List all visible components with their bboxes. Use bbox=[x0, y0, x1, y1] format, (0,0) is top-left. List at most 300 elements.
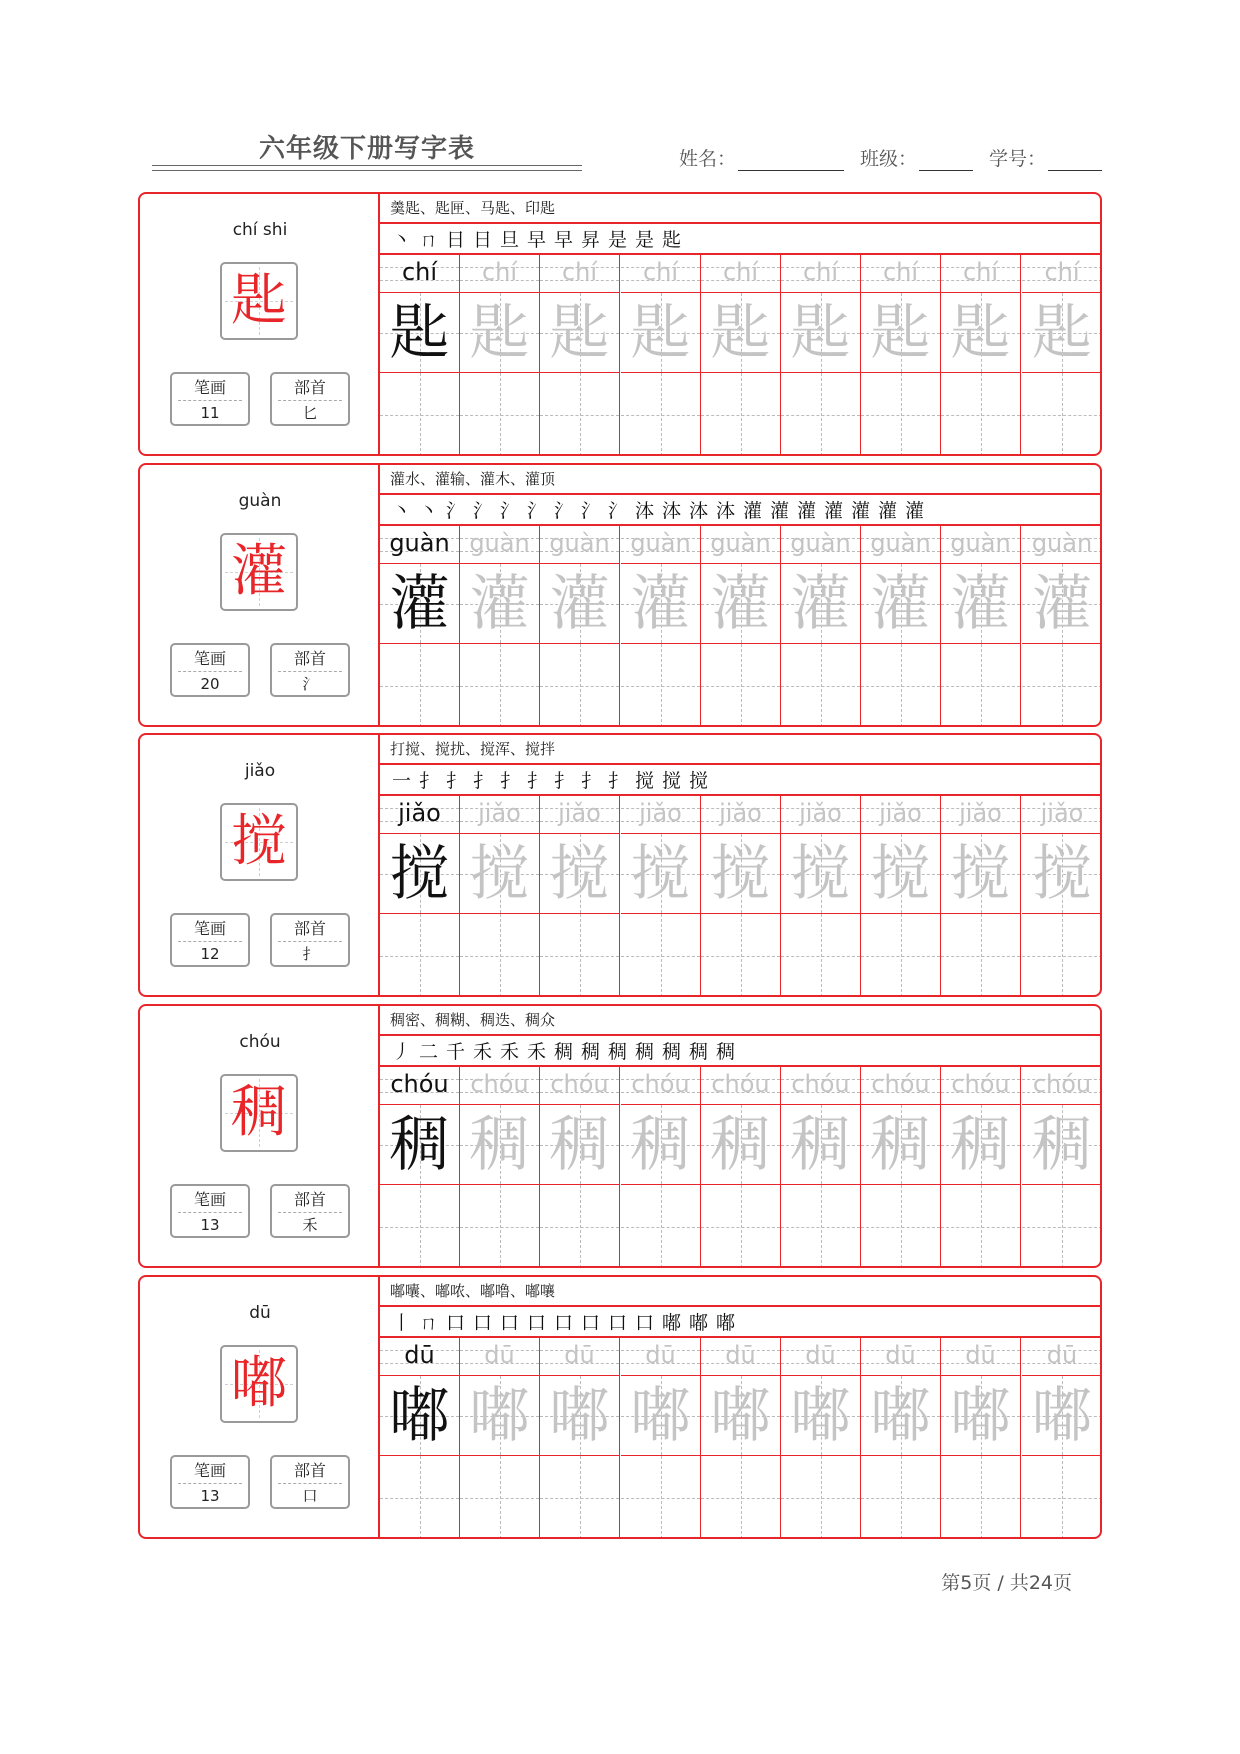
blank-practice-cell[interactable] bbox=[1022, 1185, 1102, 1268]
trace-char: 嘟 bbox=[870, 1381, 931, 1451]
char-cell[interactable] bbox=[380, 1105, 459, 1185]
stroke-step: 嘟 bbox=[715, 1312, 735, 1334]
stroke-step: 氵 bbox=[607, 500, 627, 522]
pinyin-cell[interactable] bbox=[701, 255, 780, 293]
stroke-step: 丶 bbox=[418, 500, 438, 522]
trace-pinyin: chóu bbox=[711, 1070, 770, 1098]
stroke-count-value: 12 bbox=[200, 945, 220, 963]
pinyin-cell[interactable] bbox=[781, 1338, 860, 1376]
char-cell[interactable] bbox=[540, 564, 619, 644]
radical-label: 部首 bbox=[293, 1190, 326, 1209]
practice-grid bbox=[380, 255, 1102, 456]
pinyin-cell[interactable] bbox=[701, 1067, 780, 1105]
trace-pinyin: chí bbox=[722, 258, 759, 286]
stroke-step: 扌 bbox=[580, 770, 600, 792]
pinyin-cell[interactable] bbox=[380, 796, 459, 834]
stroke-step: 早 bbox=[526, 229, 546, 251]
char-cell[interactable] bbox=[701, 564, 780, 644]
trace-char: 搅 bbox=[469, 839, 530, 909]
stroke-step: 旦 bbox=[499, 229, 519, 251]
stroke-step: 稠 bbox=[661, 1041, 681, 1063]
practice-column bbox=[380, 1067, 460, 1268]
blank-practice-cell[interactable] bbox=[380, 1456, 459, 1539]
stroke-step: 灌 bbox=[823, 500, 843, 522]
char-cell[interactable] bbox=[460, 1105, 539, 1185]
trace-char: 搅 bbox=[790, 839, 851, 909]
char-cell[interactable] bbox=[781, 1105, 860, 1185]
char-cell[interactable] bbox=[380, 1376, 459, 1456]
stroke-step: 搅 bbox=[661, 770, 681, 792]
stroke-count-value: 11 bbox=[200, 404, 220, 422]
character-card bbox=[138, 1004, 1102, 1268]
char-cell[interactable] bbox=[941, 564, 1020, 644]
word-examples: 打搅、搅扰、搅浑、搅拌 bbox=[380, 735, 1102, 765]
stroke-count-box bbox=[170, 643, 250, 697]
char-cell[interactable] bbox=[380, 293, 459, 373]
blank-practice-cell[interactable] bbox=[701, 644, 780, 727]
trace-pinyin: dū bbox=[885, 1341, 916, 1369]
radical-box bbox=[270, 1184, 350, 1238]
trace-pinyin: jiǎo bbox=[879, 799, 922, 827]
pinyin-cell[interactable] bbox=[1022, 255, 1102, 293]
char-cell[interactable] bbox=[621, 564, 700, 644]
stroke-step: 扌 bbox=[472, 770, 492, 792]
model-pinyin: guàn bbox=[389, 529, 450, 557]
char-cell[interactable] bbox=[460, 1376, 539, 1456]
radical-box bbox=[270, 913, 350, 967]
name-blank[interactable] bbox=[738, 150, 844, 171]
char-cell[interactable] bbox=[941, 1376, 1020, 1456]
char-cell[interactable] bbox=[781, 834, 860, 914]
model-pinyin: chí bbox=[401, 258, 438, 286]
practice-column bbox=[380, 796, 460, 997]
trace-pinyin: jiǎo bbox=[1040, 799, 1084, 827]
char-cell[interactable] bbox=[861, 1376, 940, 1456]
blank-practice-cell[interactable] bbox=[861, 914, 940, 997]
char-cell[interactable] bbox=[941, 1105, 1020, 1185]
stroke-step: 稠 bbox=[553, 1041, 573, 1063]
class-field[interactable] bbox=[860, 144, 973, 171]
stroke-step: 扌 bbox=[526, 770, 546, 792]
pinyin-cell[interactable] bbox=[460, 1338, 539, 1376]
pinyin-cell[interactable] bbox=[621, 1338, 700, 1376]
char-cell[interactable] bbox=[1022, 293, 1102, 373]
char-cell[interactable] bbox=[781, 1376, 860, 1456]
char-cell[interactable] bbox=[621, 1376, 700, 1456]
blank-practice-cell[interactable] bbox=[1022, 373, 1102, 456]
trace-char: 稠 bbox=[950, 1110, 1011, 1180]
char-info-panel bbox=[140, 194, 380, 454]
blank-practice-cell[interactable] bbox=[861, 1456, 940, 1539]
stroke-step: 氵 bbox=[553, 500, 573, 522]
trace-char: 搅 bbox=[630, 839, 691, 909]
char-display-box bbox=[220, 262, 298, 340]
blank-practice-cell[interactable] bbox=[621, 914, 700, 997]
pinyin-cell[interactable] bbox=[621, 1067, 700, 1105]
stroke-step: 口 bbox=[580, 1312, 600, 1334]
blank-practice-cell[interactable] bbox=[941, 373, 1020, 456]
blank-practice-cell[interactable] bbox=[781, 644, 860, 727]
practice-column bbox=[861, 1338, 941, 1539]
char-cell[interactable] bbox=[460, 834, 539, 914]
pinyin-cell[interactable] bbox=[460, 1067, 539, 1105]
stroke-step: 口 bbox=[526, 1312, 546, 1334]
blank-practice-cell[interactable] bbox=[701, 1185, 780, 1268]
trace-pinyin: guàn bbox=[950, 529, 1011, 557]
char-pinyin: jiǎo bbox=[244, 761, 276, 781]
pinyin-cell[interactable] bbox=[621, 526, 700, 564]
page-number: 第5页 / 共24页 bbox=[941, 1572, 1072, 1594]
practice-column bbox=[460, 796, 540, 997]
blank-practice-cell[interactable] bbox=[621, 1456, 700, 1539]
stroke-step: 氵 bbox=[526, 500, 546, 522]
char-cell[interactable] bbox=[781, 564, 860, 644]
blank-practice-cell[interactable] bbox=[941, 644, 1020, 727]
practice-column bbox=[540, 796, 620, 997]
practice-column bbox=[861, 1067, 941, 1268]
blank-practice-cell[interactable] bbox=[380, 644, 459, 727]
trace-char: 匙 bbox=[710, 298, 771, 368]
model-pinyin: chóu bbox=[390, 1070, 449, 1098]
blank-practice-cell[interactable] bbox=[540, 1185, 619, 1268]
practice-column bbox=[941, 1338, 1021, 1539]
pinyin-cell[interactable] bbox=[380, 255, 459, 293]
pinyin-cell[interactable] bbox=[861, 1338, 940, 1376]
trace-pinyin: chí bbox=[481, 258, 518, 286]
pinyin-cell[interactable] bbox=[1022, 1067, 1102, 1105]
char-cell[interactable] bbox=[1022, 834, 1102, 914]
blank-practice-cell[interactable] bbox=[460, 1185, 539, 1268]
blank-practice-cell[interactable] bbox=[460, 1456, 539, 1539]
radical-label: 部首 bbox=[293, 649, 326, 668]
stroke-step: 二 bbox=[418, 1041, 438, 1063]
pinyin-cell[interactable] bbox=[460, 526, 539, 564]
char-cell[interactable] bbox=[540, 834, 619, 914]
stroke-step: 是 bbox=[634, 229, 654, 251]
stroke-step: 嘟 bbox=[661, 1312, 681, 1334]
trace-pinyin: dū bbox=[645, 1341, 676, 1369]
pinyin-cell[interactable] bbox=[781, 1067, 860, 1105]
word-examples: 嘟囔、嘟哝、嘟噜、嘟嚷 bbox=[380, 1277, 1102, 1307]
blank-practice-cell[interactable] bbox=[460, 373, 539, 456]
blank-practice-cell[interactable] bbox=[941, 1185, 1020, 1268]
pinyin-cell[interactable] bbox=[941, 796, 1020, 834]
pinyin-cell[interactable] bbox=[701, 796, 780, 834]
char-cell[interactable] bbox=[941, 293, 1020, 373]
char-pinyin: chóu bbox=[239, 1032, 281, 1052]
practice-column bbox=[1022, 255, 1102, 456]
stroke-step: 灌 bbox=[769, 500, 789, 522]
blank-practice-cell[interactable] bbox=[380, 914, 459, 997]
stroke-step: 泍 bbox=[634, 500, 654, 522]
pinyin-cell[interactable] bbox=[540, 1067, 619, 1105]
pinyin-cell[interactable] bbox=[380, 1067, 459, 1105]
radical-value: 口 bbox=[302, 1487, 318, 1505]
stroke-step: 稠 bbox=[607, 1041, 627, 1063]
trace-pinyin: dū bbox=[965, 1341, 996, 1369]
stroke-step: 口 bbox=[472, 1312, 492, 1334]
char-cell[interactable] bbox=[701, 834, 780, 914]
stroke-step: ㄇ bbox=[418, 229, 438, 251]
model-char: 稠 bbox=[389, 1110, 450, 1180]
trace-char: 嘟 bbox=[549, 1381, 610, 1451]
char-cell[interactable] bbox=[701, 1105, 780, 1185]
blank-practice-cell[interactable] bbox=[621, 644, 700, 727]
pinyin-cell[interactable] bbox=[941, 1067, 1020, 1105]
stroke-step: 灌 bbox=[742, 500, 762, 522]
trace-char: 灌 bbox=[1032, 569, 1092, 639]
name-label: 姓名： bbox=[678, 148, 736, 170]
trace-char: 搅 bbox=[870, 839, 931, 909]
pinyin-cell[interactable] bbox=[540, 526, 619, 564]
practice-column bbox=[701, 1067, 781, 1268]
trace-pinyin: chí bbox=[882, 258, 919, 286]
practice-column bbox=[621, 526, 701, 727]
id-label: 学号： bbox=[988, 148, 1046, 170]
stroke-step: 泍 bbox=[661, 500, 681, 522]
trace-pinyin: dū bbox=[725, 1341, 756, 1369]
pinyin-cell[interactable] bbox=[540, 255, 619, 293]
class-blank[interactable] bbox=[919, 150, 973, 171]
stroke-order bbox=[380, 765, 1102, 796]
id-blank[interactable] bbox=[1048, 150, 1102, 171]
pinyin-cell[interactable] bbox=[1022, 526, 1102, 564]
char-cell[interactable] bbox=[1022, 1105, 1102, 1185]
char-cell[interactable] bbox=[1022, 1376, 1102, 1456]
char-cell[interactable] bbox=[540, 293, 619, 373]
blank-practice-cell[interactable] bbox=[540, 373, 619, 456]
name-field[interactable] bbox=[679, 144, 844, 171]
character-card bbox=[138, 192, 1102, 456]
char-cell[interactable] bbox=[460, 564, 539, 644]
word-examples: 灌水、灌输、灌木、灌顶 bbox=[380, 465, 1102, 495]
char-cell[interactable] bbox=[861, 293, 940, 373]
trace-pinyin: guàn bbox=[870, 529, 931, 557]
pinyin-cell[interactable] bbox=[380, 1338, 459, 1376]
blank-practice-cell[interactable] bbox=[861, 644, 940, 727]
stroke-count-value: 20 bbox=[200, 675, 220, 693]
pinyin-cell[interactable] bbox=[861, 526, 940, 564]
practice-column bbox=[621, 1067, 701, 1268]
practice-column bbox=[701, 1338, 781, 1539]
blank-practice-cell[interactable] bbox=[621, 1185, 700, 1268]
trace-char: 灌 bbox=[469, 569, 530, 639]
char-cell[interactable] bbox=[861, 564, 940, 644]
model-char: 搅 bbox=[389, 839, 450, 909]
char-cell[interactable] bbox=[941, 834, 1020, 914]
practice-column bbox=[1022, 526, 1102, 727]
practice-column bbox=[1022, 1067, 1102, 1268]
blank-practice-cell[interactable] bbox=[380, 373, 459, 456]
trace-pinyin: chí bbox=[561, 258, 598, 286]
char-info-panel bbox=[140, 1006, 380, 1266]
stroke-step: 匙 bbox=[661, 229, 681, 251]
pinyin-cell[interactable] bbox=[781, 796, 860, 834]
stroke-step: 扌 bbox=[553, 770, 573, 792]
stroke-step: 扌 bbox=[499, 770, 519, 792]
practice-panel bbox=[380, 1006, 1102, 1266]
char-cell[interactable] bbox=[621, 293, 700, 373]
blank-practice-cell[interactable] bbox=[1022, 914, 1102, 997]
blank-practice-cell[interactable] bbox=[540, 914, 619, 997]
blank-practice-cell[interactable] bbox=[941, 914, 1020, 997]
pinyin-cell[interactable] bbox=[621, 796, 700, 834]
trace-char: 稠 bbox=[549, 1110, 610, 1180]
char-cell[interactable] bbox=[1022, 564, 1102, 644]
blank-practice-cell[interactable] bbox=[621, 373, 700, 456]
pinyin-cell[interactable] bbox=[701, 1338, 780, 1376]
blank-practice-cell[interactable] bbox=[941, 1456, 1020, 1539]
blank-practice-cell[interactable] bbox=[1022, 1456, 1102, 1539]
blank-practice-cell[interactable] bbox=[380, 1185, 459, 1268]
practice-grid bbox=[380, 1067, 1102, 1268]
radical-box bbox=[270, 643, 350, 697]
trace-char: 稠 bbox=[630, 1110, 691, 1180]
pinyin-cell[interactable] bbox=[941, 255, 1020, 293]
char-pinyin: chí shi bbox=[232, 220, 288, 240]
model-pinyin: dū bbox=[404, 1341, 435, 1369]
radical-box bbox=[270, 1455, 350, 1509]
practice-column bbox=[460, 1067, 540, 1268]
char-cell[interactable] bbox=[380, 564, 459, 644]
stroke-count-label: 笔画 bbox=[193, 649, 226, 668]
blank-practice-cell[interactable] bbox=[861, 373, 940, 456]
blank-practice-cell[interactable] bbox=[460, 914, 539, 997]
trace-char: 匙 bbox=[950, 298, 1011, 368]
character-card bbox=[138, 463, 1102, 727]
stroke-step: 搅 bbox=[688, 770, 708, 792]
blank-practice-cell[interactable] bbox=[701, 373, 780, 456]
character-card bbox=[138, 1275, 1102, 1539]
stroke-step: 一 bbox=[391, 770, 411, 792]
model-char: 灌 bbox=[389, 569, 450, 639]
char-cell[interactable] bbox=[460, 293, 539, 373]
pinyin-cell[interactable] bbox=[1022, 796, 1102, 834]
title-underline bbox=[152, 165, 582, 166]
blank-practice-cell[interactable] bbox=[460, 644, 539, 727]
practice-column bbox=[781, 796, 861, 997]
stroke-step: 口 bbox=[553, 1312, 573, 1334]
stroke-step: 早 bbox=[553, 229, 573, 251]
stroke-step: 禾 bbox=[499, 1041, 519, 1063]
pinyin-cell[interactable] bbox=[861, 255, 940, 293]
char-cell[interactable] bbox=[701, 1376, 780, 1456]
pinyin-cell[interactable] bbox=[460, 796, 539, 834]
char-cell[interactable] bbox=[621, 1105, 700, 1185]
char-display-box bbox=[220, 1074, 298, 1152]
trace-pinyin: jiǎo bbox=[799, 799, 842, 827]
title-underline-2 bbox=[152, 170, 582, 171]
stroke-order bbox=[380, 495, 1102, 526]
blank-practice-cell[interactable] bbox=[781, 1185, 860, 1268]
practice-column bbox=[941, 255, 1021, 456]
blank-practice-cell[interactable] bbox=[781, 373, 860, 456]
pinyin-cell[interactable] bbox=[941, 526, 1020, 564]
pinyin-cell[interactable] bbox=[701, 526, 780, 564]
char-cell[interactable] bbox=[380, 834, 459, 914]
stroke-step: 禾 bbox=[472, 1041, 492, 1063]
practice-panel bbox=[380, 194, 1102, 454]
stroke-step: 灌 bbox=[796, 500, 816, 522]
stroke-step: 稠 bbox=[580, 1041, 600, 1063]
trace-char: 稠 bbox=[1032, 1110, 1092, 1180]
character-card bbox=[138, 733, 1102, 997]
radical-label: 部首 bbox=[293, 919, 326, 938]
blank-practice-cell[interactable] bbox=[861, 1185, 940, 1268]
stroke-step: 氵 bbox=[580, 500, 600, 522]
stroke-step: 氵 bbox=[472, 500, 492, 522]
pinyin-cell[interactable] bbox=[621, 255, 700, 293]
trace-pinyin: chóu bbox=[631, 1070, 690, 1098]
pinyin-cell[interactable] bbox=[1022, 1338, 1102, 1376]
blank-practice-cell[interactable] bbox=[781, 914, 860, 997]
char-display-box bbox=[220, 533, 298, 611]
stroke-step: 千 bbox=[445, 1041, 465, 1063]
pinyin-cell[interactable] bbox=[540, 1338, 619, 1376]
char-display: 灌 bbox=[231, 539, 287, 604]
trace-char: 匙 bbox=[870, 298, 931, 368]
pinyin-cell[interactable] bbox=[941, 1338, 1020, 1376]
model-char: 嘟 bbox=[389, 1381, 450, 1451]
char-cell[interactable] bbox=[540, 1376, 619, 1456]
stroke-step: 丶 bbox=[391, 229, 411, 251]
stroke-step: 扌 bbox=[445, 770, 465, 792]
pinyin-cell[interactable] bbox=[861, 1067, 940, 1105]
char-cell[interactable] bbox=[621, 834, 700, 914]
char-display: 稠 bbox=[231, 1080, 287, 1145]
pinyin-cell[interactable] bbox=[861, 796, 940, 834]
trace-pinyin: guàn bbox=[469, 529, 530, 557]
stroke-step: 丶 bbox=[391, 500, 411, 522]
char-cell[interactable] bbox=[540, 1105, 619, 1185]
pinyin-cell[interactable] bbox=[460, 255, 539, 293]
id-field[interactable] bbox=[989, 144, 1102, 171]
trace-pinyin: chóu bbox=[791, 1070, 850, 1098]
stroke-step: 丨 bbox=[391, 1312, 411, 1334]
stroke-count-label: 笔画 bbox=[193, 1461, 226, 1480]
stroke-step: 丿 bbox=[391, 1041, 411, 1063]
pinyin-cell[interactable] bbox=[781, 255, 860, 293]
trace-pinyin: chí bbox=[962, 258, 999, 286]
trace-pinyin: guàn bbox=[630, 529, 691, 557]
char-cell[interactable] bbox=[861, 1105, 940, 1185]
blank-practice-cell[interactable] bbox=[540, 1456, 619, 1539]
radical-label: 部首 bbox=[293, 1461, 326, 1480]
radical-value: 匕 bbox=[302, 404, 318, 422]
practice-panel bbox=[380, 465, 1102, 725]
trace-pinyin: chóu bbox=[470, 1070, 529, 1098]
blank-practice-cell[interactable] bbox=[1022, 644, 1102, 727]
trace-pinyin: chí bbox=[802, 258, 839, 286]
blank-practice-cell[interactable] bbox=[701, 1456, 780, 1539]
stroke-count-box bbox=[170, 913, 250, 967]
blank-practice-cell[interactable] bbox=[781, 1456, 860, 1539]
practice-column bbox=[621, 796, 701, 997]
pinyin-cell[interactable] bbox=[781, 526, 860, 564]
char-cell[interactable] bbox=[861, 834, 940, 914]
stroke-step: 是 bbox=[607, 229, 627, 251]
char-cell[interactable] bbox=[781, 293, 860, 373]
practice-grid bbox=[380, 1338, 1102, 1539]
blank-practice-cell[interactable] bbox=[540, 644, 619, 727]
pinyin-cell[interactable] bbox=[380, 526, 459, 564]
practice-column bbox=[781, 1338, 861, 1539]
blank-practice-cell[interactable] bbox=[701, 914, 780, 997]
char-cell[interactable] bbox=[701, 293, 780, 373]
practice-column bbox=[460, 255, 540, 456]
pinyin-cell[interactable] bbox=[540, 796, 619, 834]
char-pinyin: dū bbox=[249, 1303, 271, 1323]
